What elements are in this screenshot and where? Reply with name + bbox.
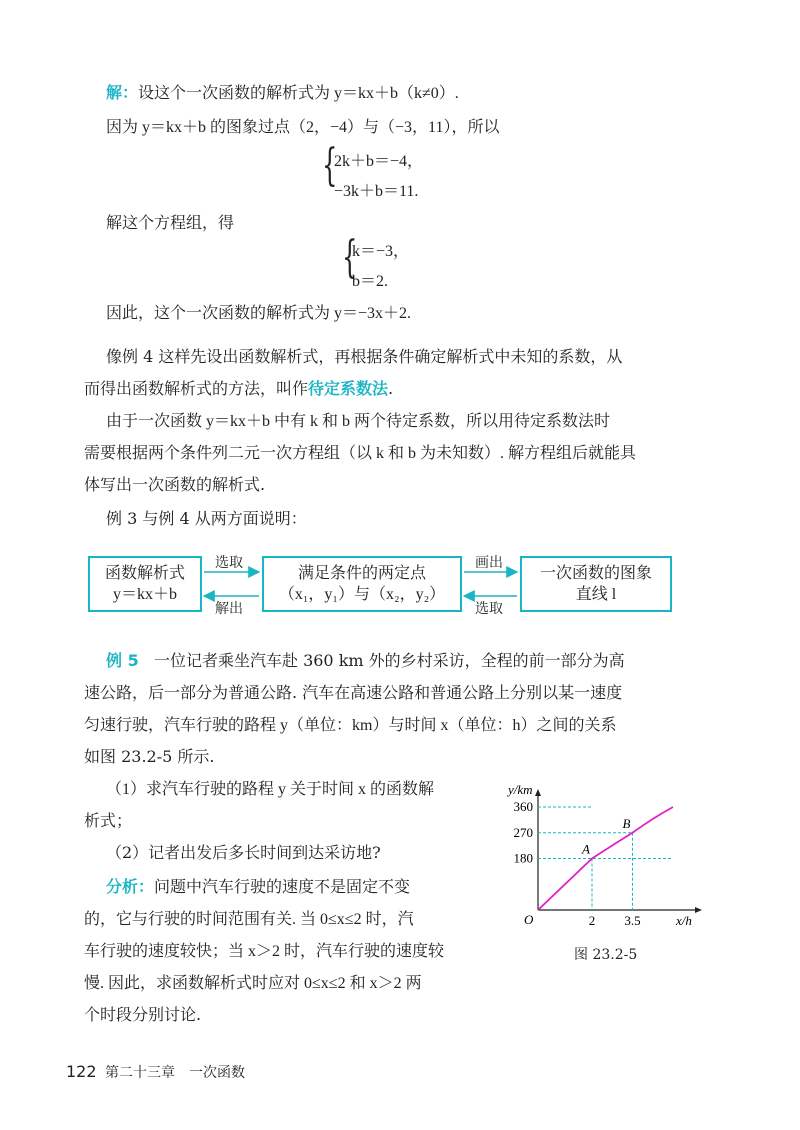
para1-line-1: 像例 4 这样先设出函数解析式，再根据条件确定解析式中未知的系数，从: [106, 347, 623, 366]
y-tick-360: 360: [513, 799, 533, 814]
x-axis-arrow: [695, 907, 702, 913]
chart-figure: [490, 780, 710, 960]
footer: [66, 1062, 245, 1082]
analysis-line-4: 慢. 因此，求函数解析式时应对 0≤x≤2 和 x＞2 两: [84, 975, 422, 992]
y-tick-270: 270: [513, 824, 533, 840]
system2-eq2: b＝2.: [352, 273, 389, 290]
analysis-line-1-text: 问题中汽车行驶的速度不是固定不变: [154, 877, 411, 896]
example5-label: 例 5: [106, 651, 139, 670]
system-brace-1: {: [322, 140, 338, 191]
solution-line-2: 因为 y＝kx＋b 的图象过点（2，−4）与（−3，11），所以: [106, 119, 500, 136]
analysis-line-3: 车行驶的速度较快；当 x＞2 时，汽车行驶的速度较: [84, 943, 445, 960]
chart-caption: 图 23.2-5: [574, 947, 638, 963]
question-1-line-2: 析式；: [84, 811, 133, 830]
origin-label: O: [524, 912, 534, 927]
para1-line-2-end: .: [388, 379, 394, 398]
para1-line-2-text: 而得出函数解析式的方法，叫作: [84, 379, 309, 398]
flow-box1-line1: 函数解析式: [104, 563, 185, 582]
arrow-1-top-label: 选取: [215, 555, 243, 571]
arrow-2-bottom-label: 选取: [475, 601, 503, 617]
question-1-line-1: （1）求汽车行驶的路程 y 关于时间 x 的函数解: [106, 781, 435, 798]
analysis-line-1: [106, 874, 410, 897]
system1-eq1: 2k＋b＝−4，: [334, 153, 424, 170]
solution-line-3: 解这个方程组，得: [106, 213, 235, 232]
system1-eq2: −3k＋b＝11.: [334, 183, 419, 200]
arrow-1-bottom-label: 解出: [215, 601, 243, 617]
x-tick-3.5: 3.5: [624, 913, 641, 928]
point-label-A: A: [582, 841, 590, 857]
para3: 例 3 与例 4 从两方面说明：: [106, 509, 307, 528]
example5-line-1-text: 一位记者乘坐汽车赴 360 km 外的乡村采访，全程的前一部分为高: [153, 651, 625, 670]
system2-eq1: k＝−3，: [352, 243, 410, 260]
question-2: （2）记者出发后多长时间到达采访地?: [106, 843, 381, 862]
solution-line-4: 因此，这个一次函数的解析式为 y＝−3x＋2.: [106, 305, 412, 322]
chapter-title: 第二十三章 一次函数: [105, 1065, 245, 1081]
system-brace-2: {: [342, 232, 358, 283]
point-label-B: B: [622, 815, 631, 831]
term-highlight: 待定系数法: [308, 379, 389, 398]
para2-line-3: 体写出一次函数的解析式.: [84, 475, 266, 494]
example5-line-1: [106, 648, 625, 671]
flow-box2-line1: 满足条件的两定点: [297, 563, 426, 582]
x-axis-label: x/h: [676, 913, 692, 928]
para2-line-1: 由于一次函数 y＝kx＋b 中有 k 和 b 两个待定系数，所以用待定系数法时: [106, 413, 611, 430]
analysis-line-5: 个时段分别讨论.: [84, 1005, 202, 1024]
para2-line-2: 需要根据两个条件列二元一次方程组（以 k 和 b 为未知数）. 解方程组后就能具: [84, 445, 637, 462]
y-axis-arrow: [535, 789, 541, 796]
example5-line-4: 如图 23.2-5 所示.: [84, 747, 215, 766]
analysis-line-2: 的，它与行驶的时间范围有关. 当 0≤x≤2 时，汽: [84, 911, 414, 928]
solution-label: 解：: [106, 83, 139, 102]
flow-box1-line2: y＝kx＋b: [112, 586, 177, 603]
solution-text-1: 设这个一次函数的解析式为 y＝kx＋b（k≠0）.: [138, 85, 459, 102]
page-number: 122: [66, 1062, 97, 1081]
y-tick-180: 180: [513, 850, 533, 866]
flow-box2-line2: （x₁，y₁）与（x₂，y₂）: [278, 586, 446, 603]
arrow-2-top-label: 画出: [475, 555, 503, 571]
flow-box3-line1: 一次函数的图象: [539, 563, 652, 582]
example5-line-3: 匀速行驶，汽车行驶的路程 y（单位：km）与时间 x（单位：h）之间的关系: [84, 717, 617, 734]
y-axis-label: y/km: [508, 782, 533, 797]
analysis-label: 分析：: [106, 877, 155, 896]
example5-line-2: 速公路，后一部分为普通公路. 汽车在高速公路和普通公路上分别以某一速度: [84, 683, 623, 702]
flow-box3-line2: 直线 l: [575, 586, 617, 603]
x-tick-2: 2: [588, 913, 596, 928]
